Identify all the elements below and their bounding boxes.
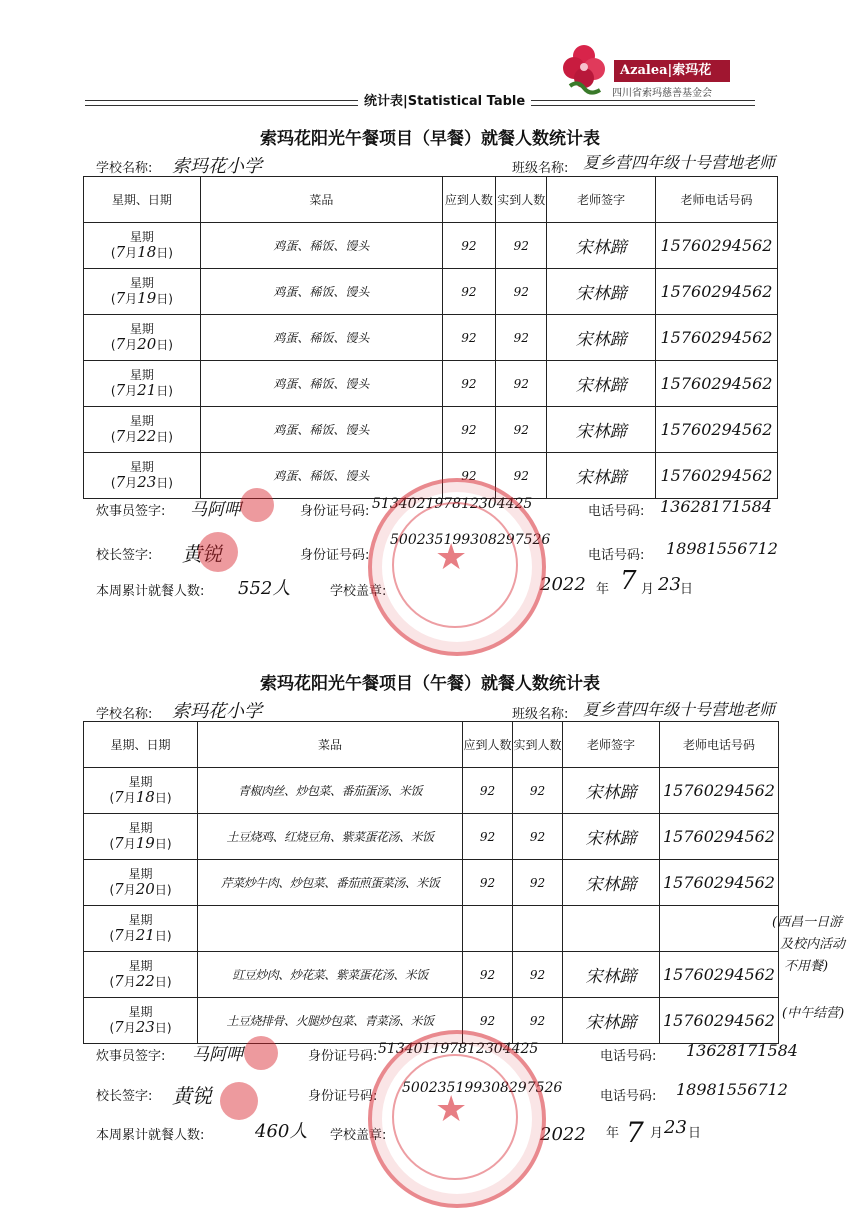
weekday-label: 星期 (128, 821, 153, 835)
principal-id-value: 500235199308297526 (402, 1080, 563, 1096)
fingerprint-mark (220, 1082, 258, 1120)
teacher-phone: 15760294562 (660, 860, 779, 906)
principal-id-label: 身份证号码: (300, 548, 370, 563)
table-row (84, 860, 779, 906)
foundation-logo (560, 30, 740, 100)
date-year: 2022 (540, 574, 586, 595)
teacher-signature: 宋林蹄 (563, 768, 660, 814)
cook-signature: 马阿呷 (192, 1045, 243, 1065)
cook-signature-label: 炊事员签字: (96, 1049, 166, 1064)
expected-count: 92 (442, 315, 495, 361)
principal-id-value: 500235199308297526 (390, 532, 551, 548)
col-phone: 老师电话号码 (655, 177, 777, 223)
principal-signature: 黄锐 (172, 1084, 212, 1108)
teacher-signature: 宋林蹄 (563, 860, 660, 906)
date-month: 7 (114, 880, 124, 898)
cook-id-label: 身份证号码: (300, 504, 370, 519)
fingerprint-mark (240, 488, 274, 522)
school-seal-label: 学校盖章: (330, 584, 387, 599)
teacher-signature: 宋林蹄 (547, 269, 656, 315)
date-cell: 星期 (7月18日) (84, 768, 198, 814)
expected-count: 92 (463, 860, 513, 906)
date-day: 19 (137, 289, 157, 307)
month-unit: 月 (125, 476, 138, 490)
date-day: 23 (135, 1018, 155, 1036)
teacher-signature: 宋林蹄 (547, 407, 656, 453)
table-row (84, 814, 779, 860)
teacher-phone: 15760294562 (655, 453, 777, 499)
school-name-label: 学校名称: (96, 161, 153, 176)
col-teacher: 老师签字 (563, 722, 660, 768)
date-month: 7 (626, 1116, 644, 1149)
date-month: 7 (114, 1018, 124, 1036)
month-unit: 月 (123, 975, 136, 989)
breakfast-table (83, 176, 778, 499)
weekday-label: 星期 (129, 230, 154, 244)
actual-count: 92 (496, 407, 547, 453)
date-day: 23 (137, 473, 157, 491)
day-unit: 日 (154, 883, 167, 897)
month-unit: 月 (123, 837, 136, 851)
date-day: 19 (135, 834, 155, 852)
cook-signature: 马阿呷 (190, 500, 241, 520)
principal-signature-label: 校长签字: (96, 548, 153, 563)
principal-phone-label: 电话号码: (600, 1089, 657, 1104)
month-unit: 月 (125, 246, 138, 260)
date-month: 7 (114, 788, 124, 806)
day-unit: 日 (154, 1021, 167, 1035)
actual-count: 92 (496, 453, 547, 499)
col-expected: 应到人数 (463, 722, 513, 768)
actual-count: 92 (513, 814, 563, 860)
expected-count: 92 (442, 453, 495, 499)
school-seal-label: 学校盖章: (330, 1128, 387, 1143)
date-month: 7 (115, 427, 126, 445)
actual-count: 92 (496, 269, 547, 315)
statistical-table-label: 统计表|Statistical Table (358, 90, 531, 109)
day-unit: 日 (156, 338, 169, 352)
cook-phone-value: 13628171584 (660, 497, 772, 516)
menu-cell: 鸡蛋、稀饭、馒头 (200, 223, 442, 269)
col-actual: 实到人数 (513, 722, 563, 768)
date-month: 7 (114, 834, 124, 852)
weekly-total-value: 460人 (255, 1121, 308, 1142)
month-unit: 月 (125, 338, 138, 352)
table-row (84, 269, 778, 315)
col-date: 星期、日期 (84, 722, 198, 768)
table-row (84, 407, 778, 453)
day-unit: 日 (154, 975, 167, 989)
menu-cell (198, 906, 463, 952)
teacher-signature: 宋林蹄 (563, 952, 660, 998)
menu-cell: 土豆烧排骨、火腿炒包菜、青菜汤、米饭 (198, 998, 463, 1044)
cook-id-value: 513401197812304425 (378, 1041, 539, 1057)
school-name-label: 学校名称: (96, 707, 153, 722)
actual-count (513, 906, 563, 952)
teacher-signature: 宋林蹄 (547, 361, 656, 407)
cook-phone-label: 电话号码: (588, 504, 645, 519)
month-unit: 月 (123, 929, 136, 943)
teacher-phone: 15760294562 (660, 952, 779, 998)
actual-count: 92 (496, 361, 547, 407)
expected-count (463, 906, 513, 952)
azalea-flower-icon (560, 36, 614, 100)
date-day: 22 (135, 972, 155, 990)
table-row (84, 315, 778, 361)
date-year: 2022 (540, 1124, 586, 1145)
month-unit: 月 (125, 430, 138, 444)
expected-count: 92 (463, 768, 513, 814)
date-day: 18 (137, 243, 157, 261)
date-month: 7 (114, 972, 124, 990)
school-name-value: 索玛花小学 (172, 701, 262, 722)
side-note: 不用餐) (784, 959, 829, 974)
teacher-signature: 宋林蹄 (547, 453, 656, 499)
col-menu: 菜品 (198, 722, 463, 768)
principal-phone-value: 18981556712 (666, 539, 778, 558)
month-unit: 月 (123, 883, 136, 897)
weekday-label: 星期 (129, 322, 154, 336)
col-phone: 老师电话号码 (660, 722, 779, 768)
principal-id-label: 身份证号码: (308, 1089, 378, 1104)
date-day: 18 (135, 788, 155, 806)
date-month: 7 (115, 473, 126, 491)
logo-subtitle: 四川省索玛慈善基金会 (612, 88, 712, 99)
teacher-phone: 15760294562 (655, 361, 777, 407)
date-cell: 星期 (7月22日) (84, 952, 198, 998)
teacher-signature: 宋林蹄 (547, 315, 656, 361)
table-row (84, 768, 779, 814)
year-unit: 年 (596, 582, 610, 597)
date-cell: 星期 (7月23日) (84, 453, 201, 499)
actual-count: 92 (513, 768, 563, 814)
col-actual: 实到人数 (496, 177, 547, 223)
lunch-table (83, 721, 779, 1044)
date-cell: 星期 (7月18日) (84, 223, 201, 269)
teacher-phone: 15760294562 (655, 223, 777, 269)
side-note: (西昌一日游 (772, 915, 843, 930)
date-day: 23 (664, 1117, 687, 1138)
menu-cell: 豇豆炒肉、炒花菜、紫菜蛋花汤、米饭 (198, 952, 463, 998)
principal-signature: 黄锐 (182, 542, 222, 566)
class-name-value: 夏乡营四年级十号营地老师 (583, 153, 776, 172)
month-unit: 月 (125, 384, 138, 398)
col-teacher: 老师签字 (547, 177, 656, 223)
date-day: 21 (135, 926, 155, 944)
school-name-value: 索玛花小学 (172, 156, 262, 177)
principal-signature-label: 校长签字: (96, 1089, 153, 1104)
day-unit: 日 (154, 791, 167, 805)
lunch-header-row (84, 722, 779, 768)
breakfast-title: 索玛花阳光午餐项目（早餐）就餐人数统计表 (260, 129, 600, 149)
date-day: 20 (135, 880, 155, 898)
logo-badge: Azalea|索玛花 (614, 60, 730, 82)
menu-cell: 芹菜炒牛肉、炒包菜、番茄煎蛋菜汤、米饭 (198, 860, 463, 906)
school-seal-stamp: ★ (368, 1030, 546, 1208)
month-unit: 月 (641, 582, 655, 597)
date-cell: 星期 (7月22日) (84, 407, 201, 453)
month-unit: 月 (123, 791, 136, 805)
expected-count: 92 (463, 952, 513, 998)
expected-count: 92 (442, 223, 495, 269)
expected-count: 92 (442, 407, 495, 453)
date-cell: 星期 (7月20日) (84, 315, 201, 361)
side-note: 及校内活动 (780, 937, 846, 952)
month-unit: 月 (123, 1021, 136, 1035)
teacher-signature: 宋林蹄 (563, 814, 660, 860)
menu-cell: 青椒肉丝、炒包菜、番茄蛋汤、米饭 (198, 768, 463, 814)
weekday-label: 星期 (128, 775, 153, 789)
weekly-total-value: 552人 (238, 578, 291, 599)
actual-count: 92 (513, 860, 563, 906)
class-name-label: 班级名称: (512, 161, 569, 176)
day-unit: 日 (156, 384, 169, 398)
actual-count: 92 (496, 315, 547, 361)
weekday-label: 星期 (129, 368, 154, 382)
day-unit: 日 (156, 430, 169, 444)
date-month: 7 (115, 335, 126, 353)
teacher-phone: 15760294562 (660, 814, 779, 860)
date-month: 7 (620, 566, 637, 596)
date-month: 7 (115, 289, 126, 307)
lunch-title: 索玛花阳光午餐项目（午餐）就餐人数统计表 (260, 674, 600, 694)
table-row (84, 361, 778, 407)
principal-phone-value: 18981556712 (676, 1080, 788, 1099)
weekday-label: 星期 (129, 414, 154, 428)
day-unit: 日 (154, 929, 167, 943)
date-day: 23 (658, 574, 681, 595)
date-day: 21 (137, 381, 157, 399)
date-cell: 星期 (7月21日) (84, 906, 198, 952)
teacher-signature: 宋林蹄 (547, 223, 656, 269)
table-row (84, 952, 779, 998)
day-unit: 日 (680, 582, 694, 597)
col-expected: 应到人数 (442, 177, 495, 223)
principal-phone-label: 电话号码: (588, 548, 645, 563)
col-date: 星期、日期 (84, 177, 201, 223)
teacher-phone: 15760294562 (660, 998, 779, 1044)
cook-signature-label: 炊事员签字: (96, 504, 166, 519)
fingerprint-mark (198, 532, 238, 572)
teacher-phone (660, 906, 779, 952)
day-unit: 日 (154, 837, 167, 851)
weekly-total-label: 本周累计就餐人数: (96, 584, 205, 599)
actual-count: 92 (496, 223, 547, 269)
date-cell: 星期 (7月23日) (84, 998, 198, 1044)
weekday-label: 星期 (128, 867, 153, 881)
menu-cell: 鸡蛋、稀饭、馒头 (200, 453, 442, 499)
side-note: (中午结营) (782, 1006, 845, 1021)
date-day: 20 (137, 335, 157, 353)
table-row (84, 906, 779, 952)
date-cell: 星期 (7月19日) (84, 269, 201, 315)
cook-phone-value: 13628171584 (686, 1041, 798, 1060)
expected-count: 92 (442, 361, 495, 407)
weekly-total-label: 本周累计就餐人数: (96, 1128, 205, 1143)
menu-cell: 鸡蛋、稀饭、馒头 (200, 361, 442, 407)
weekday-label: 星期 (128, 1005, 153, 1019)
day-unit: 日 (156, 476, 169, 490)
teacher-phone: 15760294562 (655, 269, 777, 315)
month-unit: 月 (650, 1126, 664, 1141)
weekday-label: 星期 (129, 276, 154, 290)
teacher-phone: 15760294562 (655, 315, 777, 361)
expected-count: 92 (463, 998, 513, 1044)
weekday-label: 星期 (128, 913, 153, 927)
date-month: 7 (115, 243, 126, 261)
fingerprint-mark (244, 1036, 278, 1070)
date-month: 7 (115, 381, 126, 399)
day-unit: 日 (156, 246, 169, 260)
weekday-label: 星期 (129, 460, 154, 474)
day-unit: 日 (156, 292, 169, 306)
class-name-label: 班级名称: (512, 707, 569, 722)
teacher-phone: 15760294562 (660, 768, 779, 814)
teacher-signature (563, 906, 660, 952)
menu-cell: 土豆烧鸡、红烧豆角、紫菜蛋花汤、米饭 (198, 814, 463, 860)
date-month: 7 (114, 926, 124, 944)
teacher-phone: 15760294562 (655, 407, 777, 453)
cook-phone-label: 电话号码: (600, 1049, 657, 1064)
weekday-label: 星期 (128, 959, 153, 973)
col-menu: 菜品 (200, 177, 442, 223)
menu-cell: 鸡蛋、稀饭、馒头 (200, 315, 442, 361)
table-row (84, 223, 778, 269)
actual-count: 92 (513, 998, 563, 1044)
month-unit: 月 (125, 292, 138, 306)
date-cell: 星期 (7月20日) (84, 860, 198, 906)
date-cell: 星期 (7月19日) (84, 814, 198, 860)
year-unit: 年 (606, 1126, 620, 1141)
expected-count: 92 (463, 814, 513, 860)
menu-cell: 鸡蛋、稀饭、馒头 (200, 269, 442, 315)
school-seal-stamp: ★ (368, 478, 546, 656)
expected-count: 92 (442, 269, 495, 315)
day-unit: 日 (688, 1126, 702, 1141)
date-day: 22 (137, 427, 157, 445)
breakfast-header-row (84, 177, 778, 223)
actual-count: 92 (513, 952, 563, 998)
cook-id-label: 身份证号码: (308, 1049, 378, 1064)
teacher-signature: 宋林蹄 (563, 998, 660, 1044)
cook-id-value: 513402197812304425 (372, 496, 533, 512)
date-cell: 星期 (7月21日) (84, 361, 201, 407)
class-name-value: 夏乡营四年级十号营地老师 (583, 700, 776, 719)
menu-cell: 鸡蛋、稀饭、馒头 (200, 407, 442, 453)
